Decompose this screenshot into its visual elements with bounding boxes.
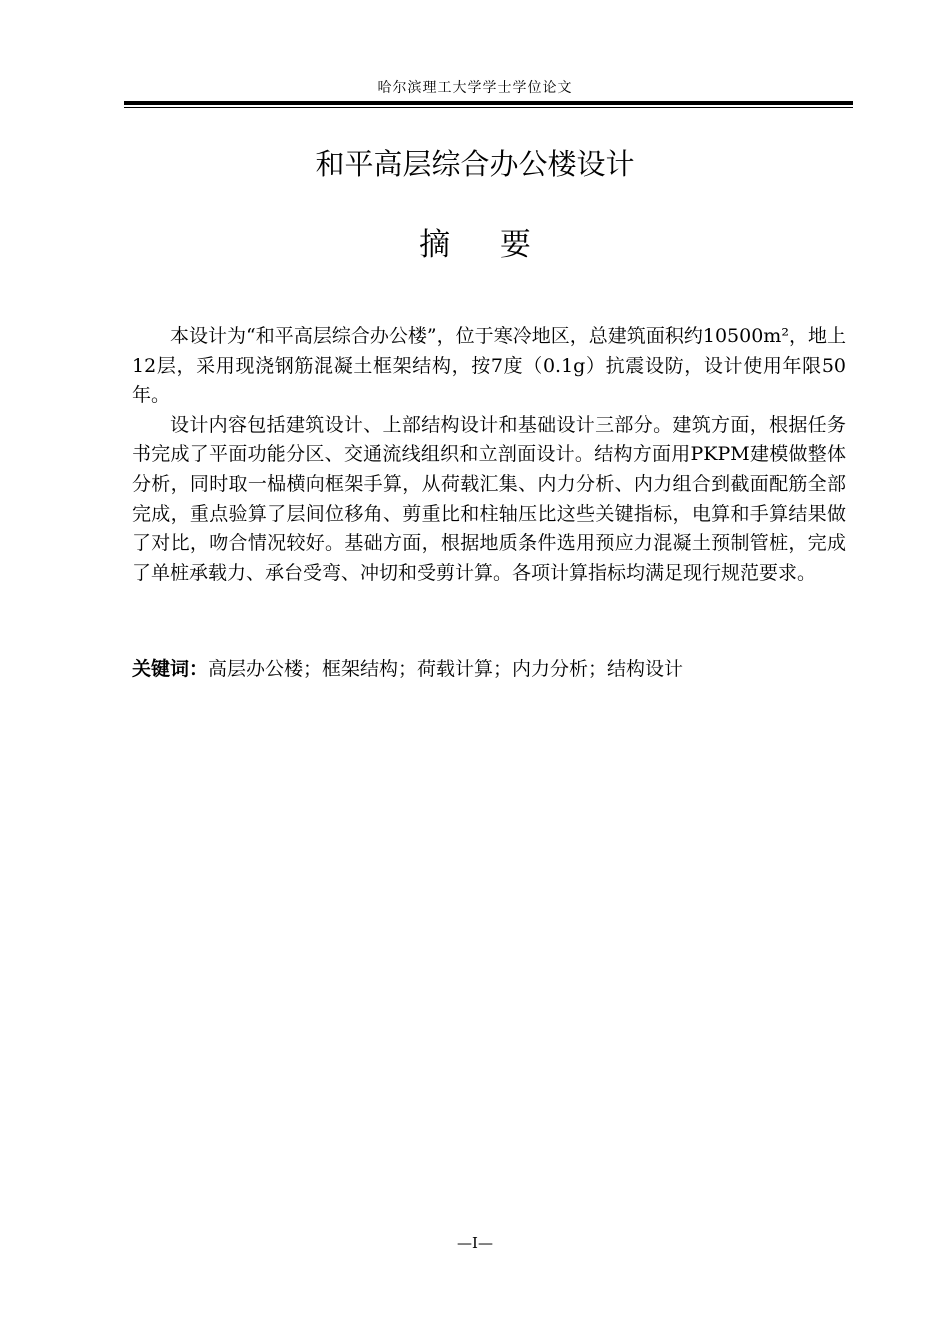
page-number: —I—: [457, 1234, 493, 1252]
header-rule-thick: [124, 101, 853, 105]
abstract-paragraph-1: 本设计为“和平高层综合办公楼”，位于寒冷地区，总建筑面积约10500m²，地上12层，采用现浇钢筋混凝土框架结构，按7度（0.1g）抗震设防，设计使用年限50年。: [132, 325, 846, 407]
abstract-heading: 摘 要: [419, 227, 551, 263]
keywords-label: 关键词：: [132, 658, 209, 680]
abstract-body: [132, 322, 846, 588]
page-title: 和平高层综合办公楼设计: [315, 147, 635, 181]
abstract-paragraph-2: 设计内容包括建筑设计、上部结构设计和基础设计三部分。建筑方面，根据任务书完成了平面功能分区、交通流线组织和立剖面设计。结构方面用PKPM建模做整体分析，同时取一榀横向框架手算，从荷载汇集、内力分析、内力组合到截面配筋全部完成，重点验算了层间位移角、剪重比和柱轴压比这些关键指标，电算和手算结果做了对比，吻合情况较好。基础方面，根据地质条件选用预应力混凝土预制管桩，完成了单桩承载力、承台受弯、冲切和受剪计算。各项计算指标均满足现行规范要求。: [132, 413, 846, 584]
header-rule-thin: [124, 107, 853, 108]
keywords-list: 高层办公楼；框架结构；荷载计算；内力分析；结构设计: [208, 658, 684, 680]
keywords-line: [132, 654, 846, 684]
running-header: 哈尔滨理工大学学士学位论文: [377, 80, 573, 96]
